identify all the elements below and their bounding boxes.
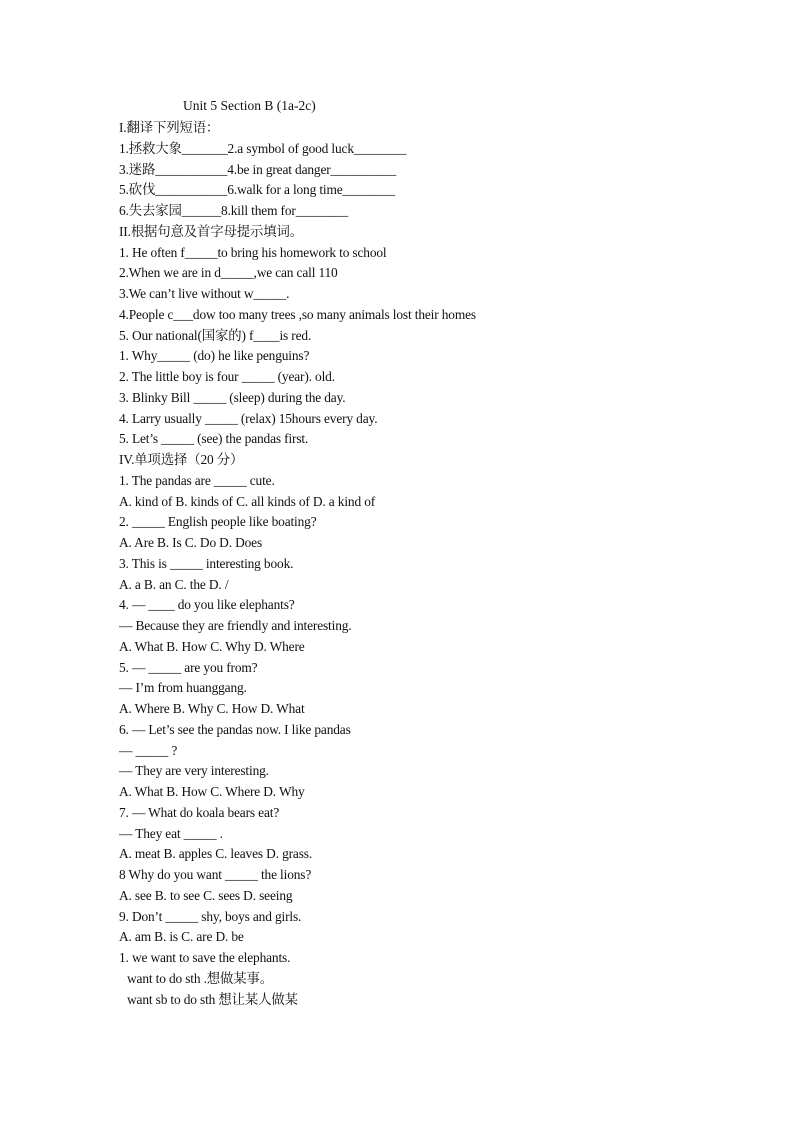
options-line: A. What B. How C. Where D. Why: [119, 784, 305, 799]
question-line: 7. — What do koala bears eat?: [119, 804, 280, 820]
options-line: A. meat B. apples C. leaves D. grass.: [119, 846, 313, 862]
section-heading-fill-in: II.根据句意及首字母提示填词。: [119, 223, 303, 239]
exercise-line: 6.失去家园______8.kill them for________: [119, 203, 349, 218]
exercise-line: 1. He often f_____to bring his homework to school: [119, 244, 387, 260]
note-line: want to do sth .想做某事。: [127, 970, 274, 986]
section-heading-translation: I.翻译下列短语：: [119, 120, 220, 135]
exercise-line: 5.砍伐___________6.walk for a long time________: [119, 182, 395, 198]
question-line: 6. — Let’s see the pandas now. I like pandas: [119, 721, 351, 737]
dialogue-line: — _____ ?: [119, 742, 178, 758]
options-line: A. Where B. Why C. How D. What: [119, 701, 305, 716]
question-line: 2. _____ English people like boating?: [119, 514, 317, 530]
dialogue-line: — They are very interesting.: [119, 763, 269, 779]
exercise-line: 3. Blinky Bill _____ (sleep) during the day.: [119, 389, 346, 405]
exercise-line: 3.We can’t live without w_____.: [119, 286, 290, 301]
options-line: A. Are B. Is C. Do D. Does: [119, 535, 263, 550]
options-line: A. am B. is C. are D. be: [119, 929, 244, 945]
exercise-line: 4. Larry usually _____ (relax) 15hours every day.: [119, 410, 378, 426]
exercise-line: 3.迷路___________4.be in great danger__________: [119, 161, 397, 177]
options-line: A. a B. an C. the D. /: [119, 576, 229, 592]
question-line: 5. — _____ are you from?: [119, 659, 258, 675]
worksheet-body: [119, 118, 779, 1010]
exercise-line: 5. Let’s _____ (see) the pandas first.: [119, 431, 309, 447]
note-line: 1. we want to save the elephants.: [119, 950, 291, 965]
question-line: 9. Don’t _____ shy, boys and girls.: [119, 908, 302, 924]
page-title: Unit 5 Section B (1a-2c): [183, 98, 316, 113]
exercise-line: 2. The little boy is four _____ (year). old.: [119, 369, 335, 384]
options-line: A. What B. How C. Why D. Where: [119, 638, 305, 654]
question-line: 4. — ____ do you like elephants?: [119, 597, 295, 613]
exercise-line: 5. Our national(国家的) f____is red.: [119, 327, 312, 343]
note-line: want sb to do sth 想让某人做某: [127, 991, 298, 1007]
section-heading-multiple-choice: IV.单项选择（20 分）: [119, 452, 244, 467]
exercise-line: 4.People c___dow too many trees ,so many animals lost their homes: [119, 306, 476, 322]
question-line: 3. This is _____ interesting book.: [119, 555, 294, 571]
exercise-line: 2.When we are in d_____,we can call 110: [119, 265, 338, 281]
options-line: A. see B. to see C. sees D. seeing: [119, 887, 293, 903]
dialogue-line: — They eat _____ .: [119, 825, 223, 841]
exercise-line: 1.拯救大象_______2.a symbol of good luck________: [119, 140, 407, 156]
exercise-line: 1. Why_____ (do) he like penguins?: [119, 348, 310, 364]
question-line: 8 Why do you want _____ the lions?: [119, 867, 312, 882]
dialogue-line: — I’m from huanggang.: [119, 680, 247, 696]
dialogue-line: — Because they are friendly and interesting.: [119, 618, 352, 633]
options-line: A. kind of B. kinds of C. all kinds of D. a kind of: [119, 493, 376, 509]
question-line: 1. The pandas are _____ cute.: [119, 472, 275, 488]
